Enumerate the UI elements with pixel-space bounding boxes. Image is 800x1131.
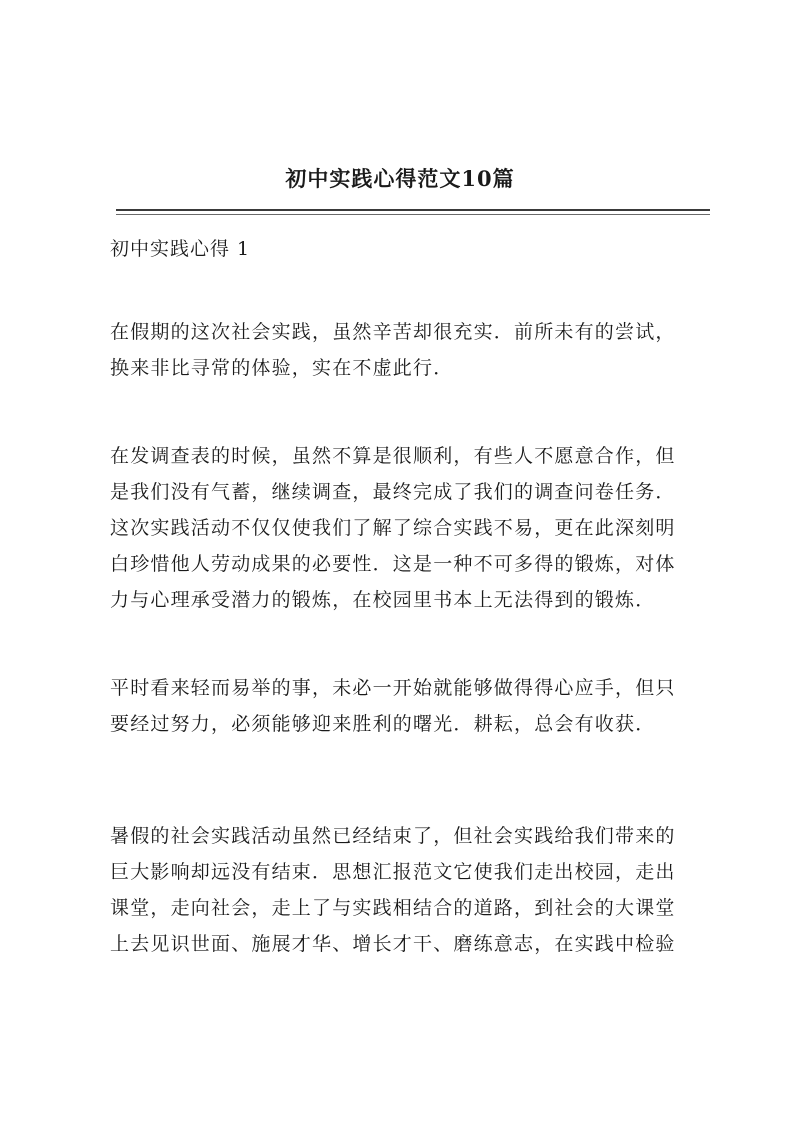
paragraph-line: 白珍惜他人劳动成果的必要性．这是一种不可多得的锻炼，对体 <box>110 553 676 575</box>
section-heading: 初中实践心得 1 <box>110 238 251 260</box>
paragraph-3 <box>110 670 710 742</box>
paragraph-line: 巨大影响却远没有结束．思想汇报范文它使我们走出校园，走出 <box>110 861 676 883</box>
document-title: 初中实践心得范文10篇 <box>285 166 515 191</box>
paragraph-line: 是我们没有气蓄，继续调查，最终完成了我们的调查问卷任务． <box>110 481 676 503</box>
paragraph-line: 力与心理承受潜力的锻炼，在校园里书本上无法得到的锻炼． <box>110 589 656 611</box>
paragraph-1 <box>110 314 710 386</box>
title-divider-thin <box>116 214 710 215</box>
paragraph-line: 暑假的社会实践活动虽然已经结束了，但社会实践给我们带来的 <box>110 825 676 847</box>
paragraph-line: 要经过努力，必须能够迎来胜利的曙光．耕耘，总会有收获． <box>110 713 656 735</box>
title-divider-thick <box>116 209 710 211</box>
paragraph-line: 平时看来轻而易举的事，未必一开始就能够做得得心应手，但只 <box>110 677 676 699</box>
paragraph-line: 在发调查表的时候，虽然不算是很顺利，有些人不愿意合作，但 <box>110 445 676 467</box>
paragraph-line: 这次实践活动不仅仅使我们了解了综合实践不易，更在此深刻明 <box>110 517 676 539</box>
paragraph-2 <box>110 438 710 618</box>
paragraph-4 <box>110 818 710 962</box>
paragraph-line: 上去见识世面、施展才华、增长才干、磨练意志，在实践中检验 <box>110 933 676 955</box>
paragraph-line: 课堂，走向社会，走上了与实践相结合的道路，到社会的大课堂 <box>110 897 676 919</box>
paragraph-line: 在假期的这次社会实践，虽然辛苦却很充实．前所未有的尝试， <box>110 321 676 343</box>
paragraph-line: 换来非比寻常的体验，实在不虚此行． <box>110 357 454 379</box>
